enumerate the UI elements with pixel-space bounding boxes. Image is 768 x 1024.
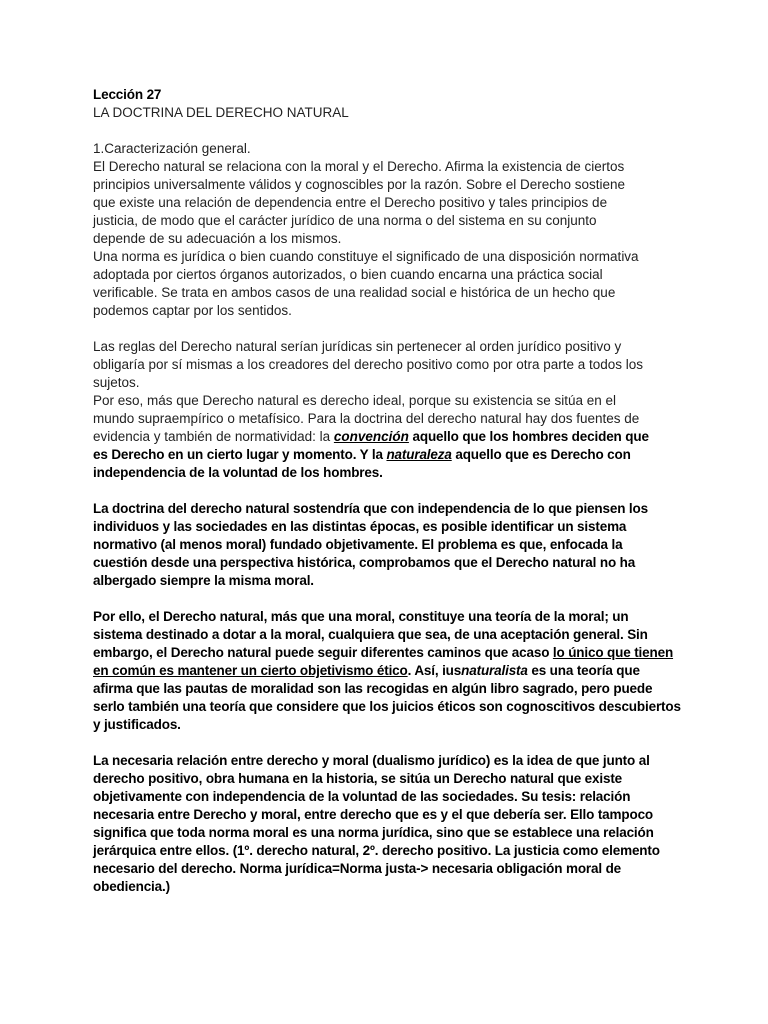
paragraph-7 bbox=[93, 752, 683, 896]
text-line: independencia de la voluntad de los hombres. bbox=[93, 465, 383, 480]
text-span: aquello que los hombres deciden que bbox=[408, 429, 649, 444]
text-span: aquello que es Derecho con bbox=[451, 447, 631, 462]
text-line: obediencia.) bbox=[93, 879, 170, 894]
text-line: El Derecho natural se relaciona con la moral y el Derecho. Afirma la existencia de ciertos bbox=[93, 159, 625, 174]
text-line: depende de su adecuación a los mismos. bbox=[93, 231, 342, 246]
text-line: afirma que las pautas de moralidad son las recogidas en algún libro sagrado, pero puede bbox=[93, 681, 653, 696]
spacer bbox=[93, 482, 683, 500]
spacer bbox=[93, 320, 683, 338]
text-line: serlo también una teoría que considere que los juicios éticos son cognoscitivos descubiertos bbox=[93, 699, 681, 714]
emphasis-convencion: convención bbox=[333, 429, 409, 444]
text-line: La necesaria relación entre derecho y moral (dualismo jurídico) es la idea de que junto al bbox=[93, 753, 650, 768]
text-line: albergado siempre la misma moral. bbox=[93, 573, 314, 588]
paragraph-1 bbox=[93, 158, 683, 248]
page-title: LA DOCTRINA DEL DERECHO NATURAL bbox=[93, 105, 349, 120]
text-line: derecho positivo, obra humana en la historia, se sitúa un Derecho natural que existe bbox=[93, 771, 623, 786]
text-line: mundo supraempírico o metafísico. Para la doctrina del derecho natural hay dos fuentes de bbox=[93, 411, 640, 426]
text-span: evidencia y también de normatividad: la bbox=[93, 429, 334, 444]
text-line: principios universalmente válidos y cognoscibles por la razón. Sobre el Derecho sostiene bbox=[93, 177, 626, 192]
text-line bbox=[93, 446, 683, 464]
text-line: obligaría por sí mismas a los creadores del derecho positivo como por otra parte a todos los bbox=[93, 357, 644, 372]
text-line: significa que toda norma moral es una norma jurídica, sino que se establece una relación bbox=[93, 825, 654, 840]
text-line: jerárquica entre ellos. (1º. derecho natural, 2º. derecho positivo. La justicia como elemento bbox=[93, 843, 660, 858]
section-heading: 1.Caracterización general. bbox=[93, 141, 251, 156]
text-line: Una norma es jurídica o bien cuando constituye el significado de una disposición normativa bbox=[93, 249, 639, 264]
text-line: sujetos. bbox=[93, 375, 140, 390]
document-body bbox=[93, 86, 683, 896]
text-line: Por eso, más que Derecho natural es derecho ideal, porque su existencia se sitúa en el bbox=[93, 393, 617, 408]
text-span: embargo, el Derecho natural puede seguir diferentes caminos que acaso bbox=[93, 645, 553, 660]
text-span: es una teoría que bbox=[527, 663, 640, 678]
text-line: La doctrina del derecho natural sostendría que con independencia de lo que piensen los bbox=[93, 501, 648, 516]
spacer bbox=[93, 590, 683, 608]
paragraph-3 bbox=[93, 338, 683, 392]
emphasis-naturaleza: naturaleza bbox=[386, 447, 452, 462]
paragraph-6 bbox=[93, 608, 683, 734]
text-line bbox=[93, 662, 683, 680]
text-line: objetivamente con independencia de la voluntad de las sociedades. Su tesis: relación bbox=[93, 789, 631, 804]
text-span: . Así, ius bbox=[407, 663, 462, 678]
text-line: que existe una relación de dependencia entre el Derecho positivo y tales principios de bbox=[93, 195, 608, 210]
text-line-mixed bbox=[93, 428, 683, 446]
text-line: necesaria entre Derecho y moral, entre derecho que es y el que debería ser. Ello tampoco bbox=[93, 807, 654, 822]
text-line: Por ello, el Derecho natural, más que una moral, constituye una teoría de la moral; un bbox=[93, 609, 629, 624]
text-line: justicia, de modo que el carácter jurídico de una norma o del sistema en su conjunto bbox=[93, 213, 597, 228]
text-line: adoptada por ciertos órganos autorizados, o bien cuando encarna una práctica social bbox=[93, 267, 603, 282]
text-line: normativo (al menos moral) fundado objetivamente. El problema es que, enfocada la bbox=[93, 537, 623, 552]
text-line: Las reglas del Derecho natural serían jurídicas sin pertenecer al orden jurídico positivo y bbox=[93, 339, 622, 354]
underlined-text: lo único que tienen bbox=[552, 645, 674, 660]
italic-text: naturalista bbox=[461, 663, 528, 678]
text-span: es Derecho en un cierto lugar y momento. Y la bbox=[93, 447, 387, 462]
lesson-number: Lección 27 bbox=[93, 87, 162, 102]
text-line: podemos captar por los sentidos. bbox=[93, 303, 292, 318]
paragraph-5 bbox=[93, 500, 683, 590]
paragraph-2 bbox=[93, 248, 683, 320]
spacer bbox=[93, 734, 683, 752]
text-line: y justificados. bbox=[93, 717, 181, 732]
paragraph-4 bbox=[93, 392, 683, 482]
spacer bbox=[93, 122, 683, 140]
text-line: individuos y las sociedades en las distintas épocas, es posible identificar un sistema bbox=[93, 519, 627, 534]
text-line: necesario del derecho. Norma jurídica=Norma justa-> necesaria obligación moral de bbox=[93, 861, 622, 876]
text-line: sistema destinado a dotar a la moral, cualquiera que sea, de una aceptación general. Sin bbox=[93, 627, 648, 642]
underlined-text: en común es mantener un cierto objetivismo ético bbox=[93, 663, 408, 678]
text-line bbox=[93, 644, 683, 662]
text-line: verificable. Se trata en ambos casos de una realidad social e histórica de un hecho que bbox=[93, 285, 616, 300]
text-line: cuestión desde una perspectiva histórica, comprobamos que el Derecho natural no ha bbox=[93, 555, 636, 570]
